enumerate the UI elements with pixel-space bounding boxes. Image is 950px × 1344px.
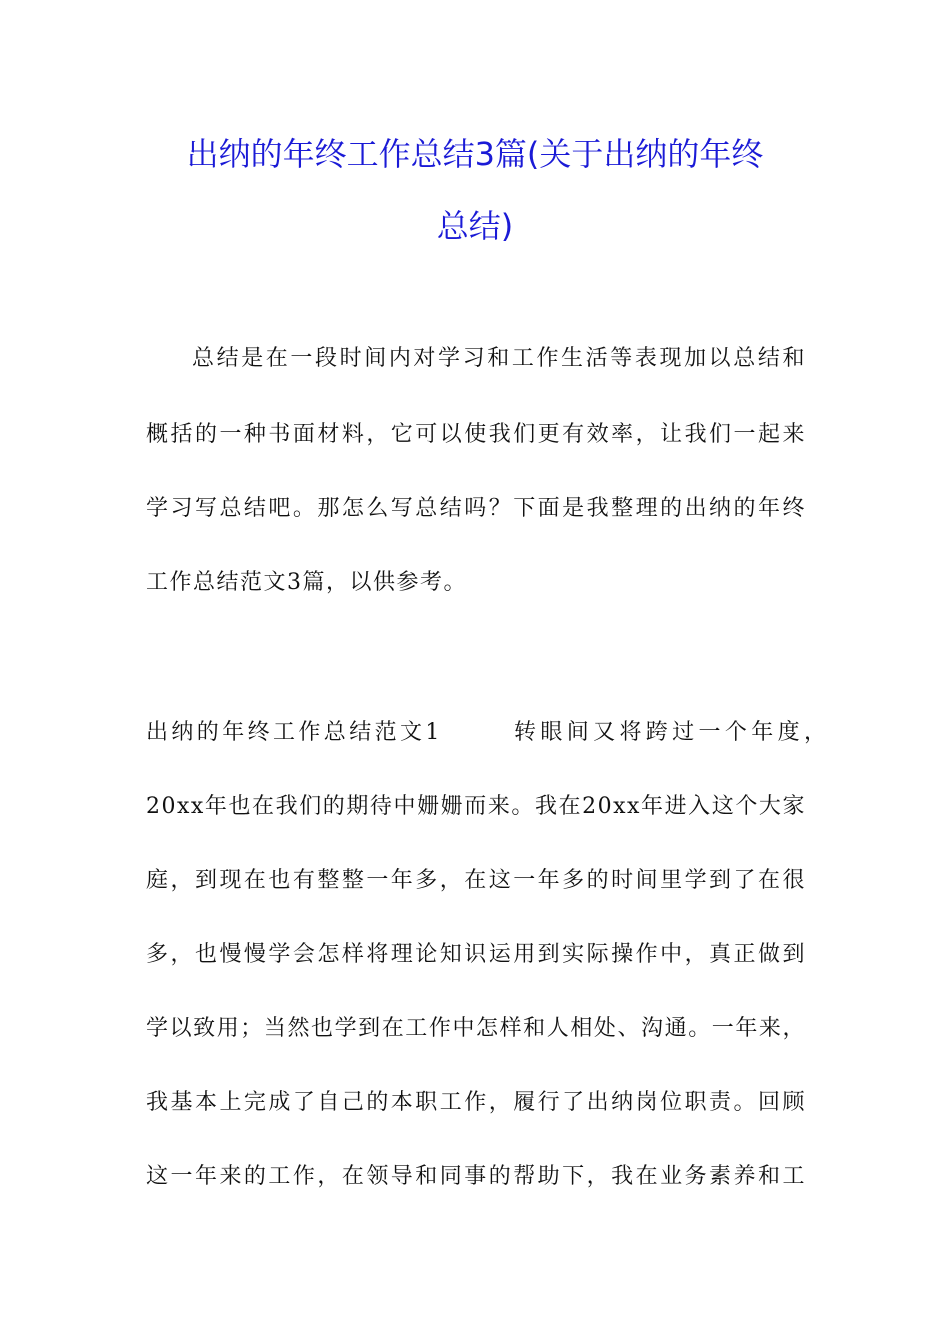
body-line-3: 多，也慢慢学会怎样将理论知识运用到实际操作中，真正做到 bbox=[146, 942, 806, 967]
body-line-6: 这一年来的工作，在领导和同事的帮助下，我在业务素养和工 bbox=[146, 1164, 806, 1189]
section-heading: 出纳的年终工作总结范文1 bbox=[146, 720, 443, 745]
document-title-line-2: 总结) bbox=[436, 207, 514, 245]
document-title-line-1: 出纳的年终工作总结3篇(关于出纳的年终 bbox=[186, 135, 764, 173]
section-first-text: 转眼间又将跨过一个年度， bbox=[514, 720, 826, 745]
intro-line-1: 总结是在一段时间内对学习和工作生活等表现加以总结和 bbox=[192, 346, 806, 371]
intro-line-3: 学习写总结吧。那怎么写总结吗？下面是我整理的出纳的年终 bbox=[146, 496, 806, 521]
section-heading-row bbox=[146, 718, 826, 748]
body-line-1: 20xx年也在我们的期待中姗姗而来。我在20xx年进入这个大家 bbox=[146, 794, 806, 819]
body-line-2: 庭，到现在也有整整一年多，在这一年多的时间里学到了在很 bbox=[146, 868, 806, 893]
body-line-5: 我基本上完成了自己的本职工作，履行了出纳岗位职责。回顾 bbox=[146, 1090, 806, 1115]
body-line-4: 学以致用；当然也学到在工作中怎样和人相处、沟通。一年来， bbox=[146, 1016, 806, 1041]
intro-line-4: 工作总结范文3篇，以供参考。 bbox=[146, 570, 467, 595]
intro-line-2: 概括的一种书面材料，它可以使我们更有效率，让我们一起来 bbox=[146, 422, 806, 447]
